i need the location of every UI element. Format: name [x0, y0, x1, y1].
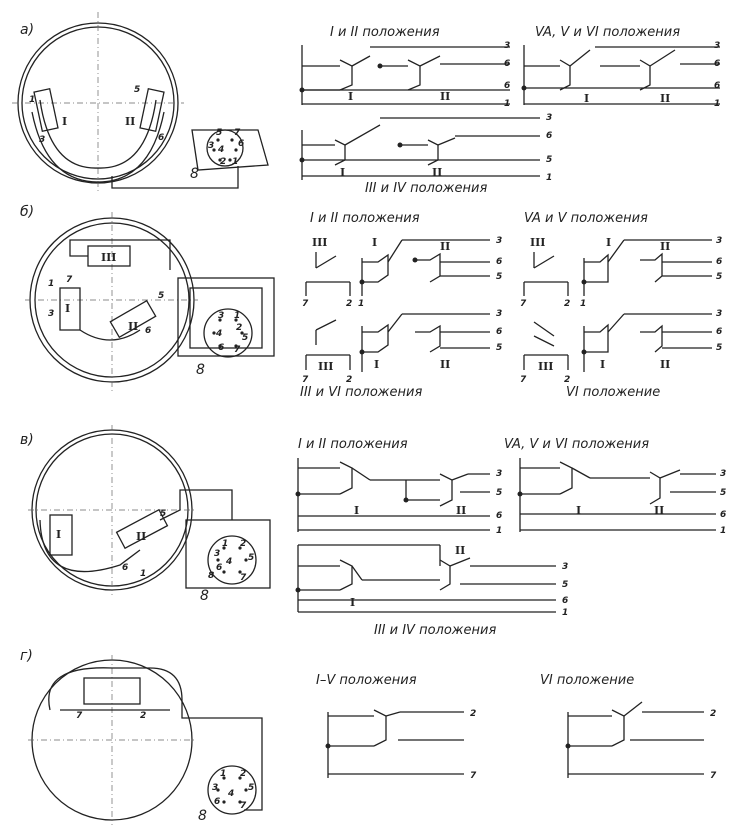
- schematic-c-3: [296, 544, 569, 618]
- switch-label: I: [65, 302, 71, 315]
- terminal-label: 6: [714, 81, 721, 91]
- schematic-a-3: [300, 113, 553, 183]
- connector-pin: 2: [220, 157, 227, 167]
- terminal-label: 3: [496, 236, 503, 246]
- connector-pin: 6: [238, 139, 245, 149]
- terminal-label: 3: [716, 236, 723, 246]
- schematic-d-2: [566, 702, 718, 781]
- panel-a-connector: [112, 128, 268, 188]
- connector-pin: 4: [218, 145, 225, 155]
- switch-label: II: [660, 358, 671, 371]
- connector-pin: 3: [208, 141, 215, 151]
- terminal-label: 7: [520, 375, 527, 385]
- terminal-label: 6: [714, 59, 721, 69]
- switch-label: II: [456, 504, 467, 517]
- panel-c-label: в): [20, 432, 34, 448]
- switch-label: I: [372, 236, 378, 249]
- terminal-label: 7: [520, 299, 527, 309]
- terminal-label: 1: [580, 299, 587, 309]
- terminal-label: 7: [302, 375, 309, 385]
- terminal-label: 6: [716, 257, 723, 267]
- switch-label: I: [354, 504, 360, 517]
- switch-label: II: [440, 358, 451, 371]
- terminal-label: 7: [710, 771, 717, 781]
- switch-label: I: [348, 90, 354, 103]
- connector-label: 8: [190, 166, 199, 182]
- caption-d-2: VI положение: [540, 673, 635, 688]
- switch-label: II: [136, 530, 147, 543]
- terminal-label: 2: [470, 709, 477, 719]
- pin-label: 2: [140, 711, 147, 721]
- connector-pin: 4: [226, 557, 233, 567]
- terminal-label: 5: [716, 343, 723, 353]
- panel-b: [20, 204, 722, 400]
- switch-label: II: [654, 504, 665, 517]
- connector-pin: 5: [248, 553, 255, 563]
- connector-pin: 7: [240, 573, 247, 583]
- panel-d-connector: [198, 766, 262, 824]
- panel-a-housing: [12, 12, 184, 194]
- pin-label: 5: [134, 85, 141, 95]
- connector-pin: 1: [220, 769, 227, 779]
- panel-a: [12, 12, 720, 196]
- connector-pin: 3: [214, 549, 221, 559]
- terminal-label: 6: [496, 327, 503, 337]
- terminal-label: 7: [302, 299, 309, 309]
- connector-pin: 5: [248, 783, 255, 793]
- connector-pin: 4: [228, 789, 235, 799]
- terminal-label: 1: [714, 99, 721, 109]
- connector-pin: 2: [236, 323, 243, 333]
- terminal-label: 3: [504, 41, 511, 51]
- schematic-a-2: [522, 41, 721, 109]
- connector-pin: 3: [212, 783, 219, 793]
- terminal-label: 6: [716, 327, 723, 337]
- switch-label: III: [530, 236, 546, 249]
- schematic-d-1: [326, 709, 478, 781]
- terminal-label: 2: [346, 299, 353, 309]
- connector-pin: 7: [234, 128, 241, 138]
- switch-label: III: [312, 236, 328, 249]
- terminal-label: 3: [496, 469, 503, 479]
- pin-label: 3: [39, 135, 46, 145]
- terminal-label: 3: [714, 41, 721, 51]
- switch-label: I: [56, 528, 62, 541]
- pin-label: 6: [145, 326, 152, 336]
- terminal-label: 5: [720, 488, 727, 498]
- switch-label: I: [350, 596, 356, 609]
- connector-pin: 1: [234, 311, 241, 321]
- panel-d: [20, 648, 717, 825]
- terminal-label: 3: [562, 562, 569, 572]
- panel-c-housing: [28, 425, 232, 595]
- caption-b-2: VA и V положения: [524, 211, 648, 226]
- pin-label: 1: [29, 95, 36, 105]
- caption-a-2: VA, V и VI положения: [535, 25, 681, 40]
- schematic-c-2: [518, 458, 727, 536]
- panel-c-connector: [186, 520, 270, 604]
- terminal-label: 1: [496, 526, 503, 536]
- pin-label: 1: [140, 569, 147, 579]
- switch-i-label: I: [62, 115, 68, 128]
- connector-pin: 1: [232, 157, 239, 167]
- schematic-b-3: [520, 236, 722, 309]
- switch-label: I: [576, 504, 582, 517]
- panel-b-housing: [25, 212, 198, 392]
- terminal-label: 5: [546, 155, 553, 165]
- terminal-label: 6: [496, 257, 503, 267]
- terminal-label: 5: [496, 488, 503, 498]
- switch-label: II: [455, 544, 466, 557]
- connector-pin: 2: [240, 539, 247, 549]
- switch-ii-label: II: [125, 115, 136, 128]
- connector-pin: 6: [218, 343, 225, 353]
- caption-d-1: I–V положения: [316, 673, 417, 688]
- terminal-label: 5: [562, 580, 569, 590]
- connector-label: 8: [198, 808, 207, 824]
- pin-label: 5: [158, 291, 165, 301]
- caption-b-1: I и II положения: [310, 211, 420, 226]
- pin-label: 3: [48, 309, 55, 319]
- pin-label: 6: [122, 563, 129, 573]
- pin-label: 1: [48, 279, 55, 289]
- switch-label: II: [440, 240, 451, 253]
- schematic-b-4: [520, 309, 722, 385]
- connector-pin: 7: [234, 345, 241, 355]
- connector-pin: 6: [214, 797, 221, 807]
- caption-b-4: VI положение: [566, 385, 661, 400]
- terminal-label: 2: [564, 375, 571, 385]
- terminal-label: 2: [346, 375, 353, 385]
- panel-c: [20, 425, 726, 638]
- terminal-label: 5: [496, 343, 503, 353]
- terminal-label: 3: [546, 113, 553, 123]
- connector-label: 8: [200, 588, 209, 604]
- panel-d-label: г): [20, 648, 33, 664]
- connector-pin: 3: [218, 311, 225, 321]
- switch-label: II: [660, 240, 671, 253]
- terminal-label: 1: [504, 99, 511, 109]
- terminal-label: 6: [496, 511, 503, 521]
- switch-label: III: [101, 251, 117, 264]
- panel-b-connector: [178, 278, 274, 378]
- terminal-label: 6: [546, 131, 553, 141]
- caption-a-3: III и IV положения: [365, 181, 488, 196]
- terminal-label: 3: [716, 309, 723, 319]
- schematic-b-2: [302, 309, 502, 385]
- switch-label: I: [374, 358, 380, 371]
- terminal-label: 7: [470, 771, 477, 781]
- connector-pin: 8: [208, 571, 215, 581]
- terminal-label: 6: [504, 81, 511, 91]
- terminal-label: 2: [564, 299, 571, 309]
- terminal-label: 3: [496, 309, 503, 319]
- switch-label: I: [600, 358, 606, 371]
- pin-label: 6: [158, 133, 165, 143]
- pin-label: 7: [76, 711, 83, 721]
- connector-pin: 5: [216, 128, 223, 138]
- switch-label: II: [660, 92, 671, 105]
- terminal-label: 5: [716, 272, 723, 282]
- connector-pin: 7: [240, 801, 247, 811]
- pin-label: 5: [160, 509, 167, 519]
- terminal-label: 3: [720, 469, 727, 479]
- caption-c-3: III и IV положения: [374, 623, 497, 638]
- schematic-b-1: [302, 236, 502, 309]
- caption-b-3: III и VI положения: [300, 385, 423, 400]
- schematic-a-1: [300, 41, 511, 109]
- switch-label: III: [318, 360, 334, 373]
- terminal-label: 1: [546, 173, 553, 183]
- terminal-label: 2: [710, 709, 717, 719]
- terminal-label: 1: [562, 608, 569, 618]
- switch-label: II: [432, 166, 443, 179]
- terminal-label: 6: [504, 59, 511, 69]
- panel-a-label: а): [20, 22, 35, 38]
- connector-pin: 4: [216, 329, 223, 339]
- connector-label: 8: [196, 362, 205, 378]
- panel-b-label: б): [20, 204, 35, 220]
- switch-label: II: [128, 320, 139, 333]
- switch-label: II: [440, 90, 451, 103]
- connector-pin: 2: [240, 769, 247, 779]
- connector-pin: 6: [216, 563, 223, 573]
- terminal-label: 6: [720, 510, 727, 520]
- panel-d-housing: [28, 655, 262, 825]
- pin-label: 7: [66, 275, 73, 285]
- caption-c-1: I и II положения: [298, 437, 408, 452]
- terminal-label: 5: [496, 272, 503, 282]
- terminal-label: 1: [720, 526, 727, 536]
- connector-pin: 1: [222, 539, 229, 549]
- switch-label: III: [538, 360, 554, 373]
- caption-a-1: I и II положения: [330, 25, 440, 40]
- terminal-label: 6: [562, 596, 569, 606]
- switch-label: I: [584, 92, 590, 105]
- terminal-label: 1: [358, 299, 365, 309]
- caption-c-2: VA, V и VI положения: [504, 437, 650, 452]
- connector-pin: 5: [242, 333, 249, 343]
- schematic-c-1: [296, 458, 503, 536]
- switch-label: I: [606, 236, 612, 249]
- switch-label: I: [340, 166, 346, 179]
